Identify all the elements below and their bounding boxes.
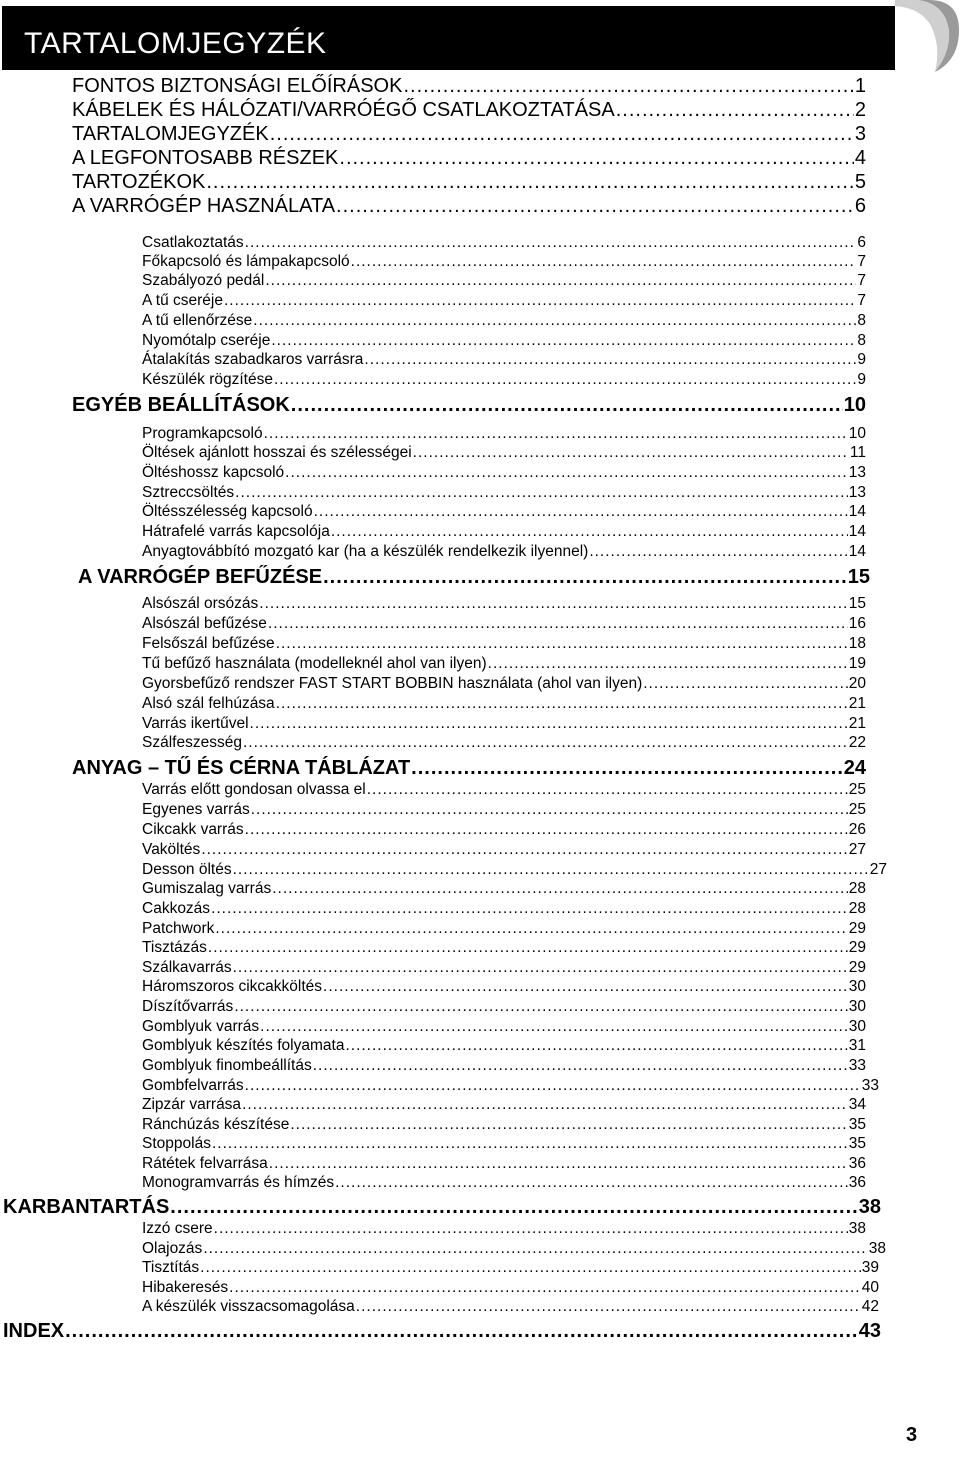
toc-subentry[interactable]: A készülék visszacsomagolása ..... 42	[142, 1297, 879, 1316]
toc-subentry[interactable]: Gumiszalag varrás ..... 28	[142, 879, 866, 898]
toc-subentry[interactable]: Programkapcsoló ..... 10	[142, 424, 866, 443]
toc-subentry[interactable]: Anyagtovábbító mozgató kar (ha a készülék rendelkezik ilyennel) ..... 14	[142, 542, 866, 561]
toc-subentry[interactable]: A tű ellenőrzése ..... 8	[142, 311, 866, 330]
toc-entry[interactable]: ANYAG – TŰ ÉS CÉRNA TÁBLÁZAT ..... 24	[72, 756, 866, 780]
toc-entry[interactable]: EGYÉB BEÁLLÍTÁSOK ..... 10	[72, 393, 866, 417]
toc-subentry[interactable]: Hátrafelé varrás kapcsolója ..... 14	[142, 522, 866, 541]
toc-subentry[interactable]: Gomblyuk készítés folyamata ..... 31	[142, 1036, 866, 1055]
toc-subentry[interactable]: Cakkozás ..... 28	[142, 899, 866, 918]
toc-subentry[interactable]: Szálfeszesség ..... 22	[142, 733, 866, 752]
toc-subentry[interactable]: Alsószál orsózás ..... 15	[142, 594, 866, 613]
toc-subentry[interactable]: Díszítővarrás ..... 30	[142, 997, 866, 1016]
toc-subentry[interactable]: Átalakítás szabadkaros varrásra ..... 9	[142, 350, 866, 369]
toc-subentry[interactable]: Izzó csere ..... 38	[142, 1219, 866, 1238]
toc-subentry[interactable]: Cikcakk varrás ..... 26	[142, 820, 866, 839]
toc-subentry[interactable]: Stoppolás ..... 35	[142, 1134, 866, 1153]
toc-entry[interactable]: INDEX ..... 43	[3, 1319, 881, 1343]
toc-entry[interactable]: A LEGFONTOSABB RÉSZEK ..... 4	[72, 146, 866, 170]
toc-subentry[interactable]: Vaköltés ..... 27	[142, 840, 866, 859]
toc-subentry[interactable]: Nyomótalp cseréje ..... 8	[142, 331, 866, 350]
toc-subentry[interactable]: Főkapcsoló és lámpakapcsoló ..... 7	[142, 252, 866, 271]
toc-subentry[interactable]: Felsőszál befűzése ..... 18	[142, 634, 866, 653]
toc-subentry[interactable]: Tű befűző használata (modelleknél ahol van ilyen) ..... 19	[142, 654, 866, 673]
toc-entry[interactable]: A VARRÓGÉP BEFŰZÉSE ..... 15	[78, 565, 870, 589]
page-title: TARTALOMJEGYZÉK	[24, 27, 327, 60]
toc-subentry[interactable]: Csatlakoztatás ..... 6	[142, 233, 866, 252]
toc-entry[interactable]: KÁBELEK ÉS HÁLÓZATI/VARRÓÉGŐ CSATLAKOZTATÁSA ..... 2	[72, 98, 866, 122]
toc-subentry[interactable]: Háromszoros cikcakköltés ..... 30	[142, 977, 866, 996]
toc-subentry[interactable]: Zipzár varrása ..... 34	[142, 1095, 866, 1114]
toc-subentry[interactable]: A tű cseréje ..... 7	[142, 291, 866, 310]
toc-subentry[interactable]: Alsó szál felhúzása ..... 21	[142, 694, 866, 713]
toc-subentry[interactable]: Sztreccsöltés ..... 13	[142, 483, 866, 502]
toc-subentry[interactable]: Ránchúzás készítése ..... 35	[142, 1115, 866, 1134]
toc-subentry[interactable]: Öltések ajánlott hosszai és szélességei ..... 11	[142, 443, 866, 462]
toc-subentry[interactable]: Gomblyuk finombeállítás ..... 33	[142, 1056, 866, 1075]
toc-subentry[interactable]: Patchwork ..... 29	[142, 919, 866, 938]
toc-subentry[interactable]: Desson öltés ..... 27	[142, 860, 887, 879]
toc-entry[interactable]: FONTOS BIZTONSÁGI ELŐÍRÁSOK ..... 1	[72, 74, 866, 98]
toc-subentry[interactable]: Szálkavarrás ..... 29	[142, 958, 866, 977]
toc-subentry[interactable]: Tisztázás ..... 29	[142, 938, 866, 957]
toc-subentry[interactable]: Alsószál befűzése ..... 16	[142, 614, 866, 633]
toc-subentry[interactable]: Egyenes varrás ..... 25	[142, 800, 866, 819]
toc-subentry[interactable]: Készülék rögzítése ..... 9	[142, 370, 866, 389]
toc-entry[interactable]: TARTALOMJEGYZÉK ..... 3	[72, 122, 866, 146]
toc-entry[interactable]: A VARRÓGÉP HASZNÁLATA ..... 6	[72, 194, 866, 218]
toc-subentry[interactable]: Varrás előtt gondosan olvassa el ..... 25	[142, 780, 866, 799]
toc-subentry[interactable]: Gomblyuk varrás ..... 30	[142, 1017, 866, 1036]
toc-subentry[interactable]: Gyorsbefűző rendszer FAST START BOBBIN használata (ahol van ilyen) ..... 20	[142, 674, 866, 693]
toc-subentry[interactable]: Öltéshossz kapcsoló ..... 13	[142, 463, 866, 482]
page-number: 3	[906, 1424, 918, 1446]
toc-entry[interactable]: KARBANTARTÁS ..... 38	[3, 1195, 881, 1219]
toc-subentry[interactable]: Rátétek felvarrása ..... 36	[142, 1154, 866, 1173]
toc-subentry[interactable]: Öltésszélesség kapcsoló ..... 14	[142, 502, 866, 521]
toc-subentry[interactable]: Olajozás ..... 38	[142, 1239, 886, 1258]
toc-subentry[interactable]: Monogramvarrás és hímzés ..... 36	[142, 1173, 866, 1192]
toc-subentry[interactable]: Szabályozó pedál ..... 7	[142, 271, 866, 290]
toc-subentry[interactable]: Varrás ikertűvel ..... 21	[142, 714, 866, 733]
toc-entry[interactable]: TARTOZÉKOK ..... 5	[72, 170, 866, 194]
toc-subentry[interactable]: Tisztítás ..... 39	[142, 1258, 879, 1277]
toc-subentry[interactable]: Gombfelvarrás ..... 33	[142, 1076, 879, 1095]
toc-subentry[interactable]: Hibakeresés ..... 40	[142, 1278, 879, 1297]
